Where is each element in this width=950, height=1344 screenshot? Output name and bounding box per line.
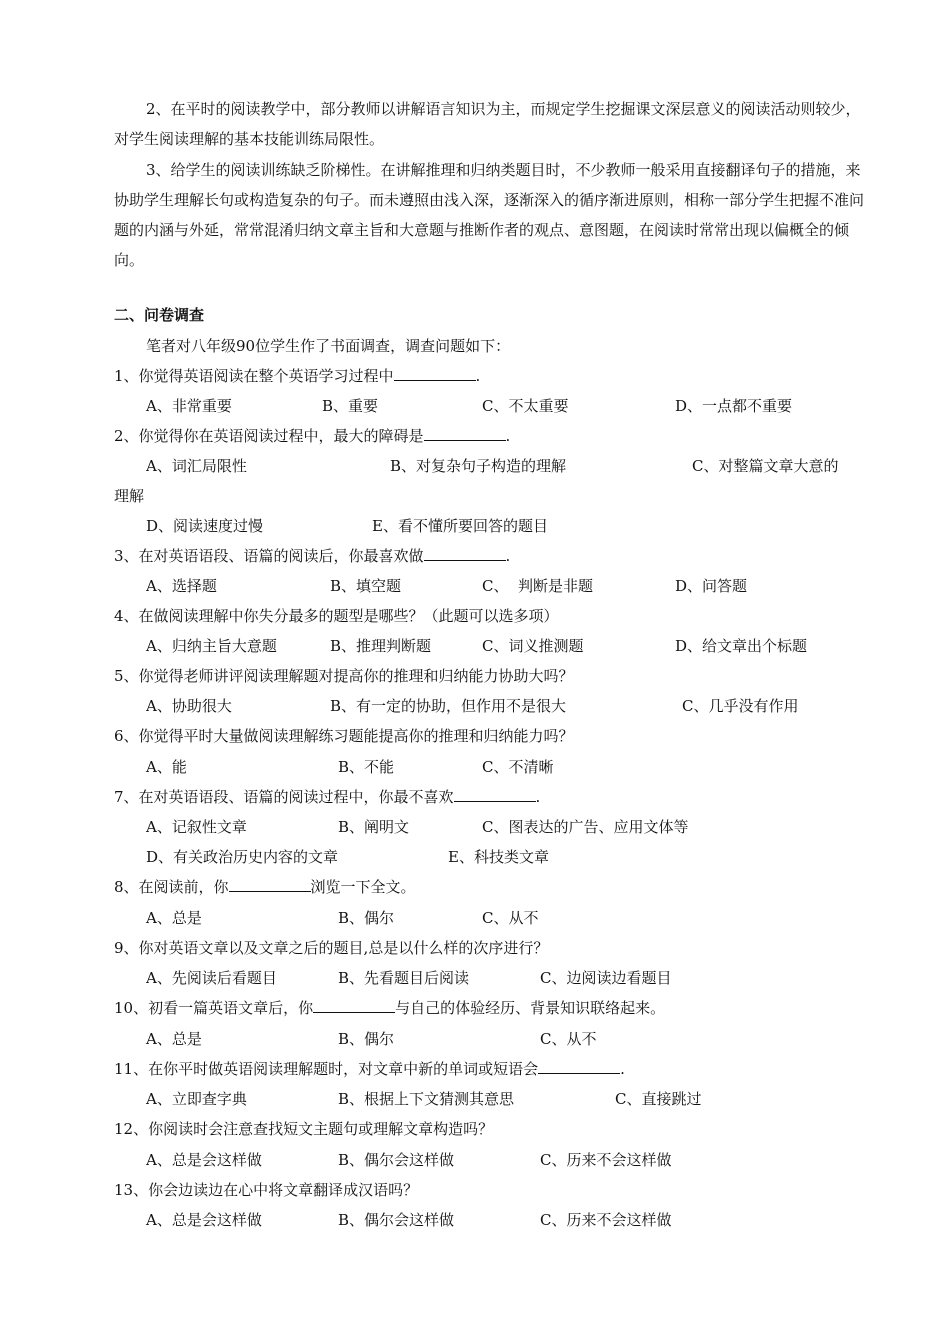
q9-option-c: C、边阅读边看题目 xyxy=(540,969,672,987)
q3-option-d: D、问答题 xyxy=(675,577,748,595)
q8-option-b: B、偶尔 xyxy=(338,909,395,927)
q12-option-b: B、偶尔会这样做 xyxy=(338,1151,455,1169)
q8-option-a: A、总是 xyxy=(146,909,202,927)
q3-option-c: C、 判断是非题 xyxy=(482,577,594,595)
q2-option-c-cont: 理解 xyxy=(114,487,145,505)
question-2: 2、你觉得你在英语阅读过程中，最大的障碍是 . xyxy=(114,427,511,445)
q3-option-b: B、填空题 xyxy=(330,577,402,595)
question-5: 5、你觉得老师讲评阅读理解题对提高你的推理和归纳能力协助大吗？ xyxy=(114,667,574,685)
q5-option-a: A、协助很大 xyxy=(146,697,232,715)
q4-option-b: B、推理判断题 xyxy=(330,637,432,655)
q5-option-c: C、几乎没有作用 xyxy=(682,697,799,715)
q7-option-c: C、图表达的广告、应用文体等 xyxy=(482,818,689,836)
q1-option-a: A、非常重要 xyxy=(146,397,232,415)
q13-option-c: C、历来不会这样做 xyxy=(540,1211,672,1229)
paragraph-3: 3、给学生的阅读训练缺乏阶梯性。在讲解推理和归纳类题目时，不少教师一般采用直接翻译句子的措施，来协助学生理解长句或构造复杂的句子。而未遵照由浅入深，逐渐深入的循序渐进原则，相称一部分学生把握不准问题的内涵与外延，常常混淆归纳文章主旨和大意题与推断作者的观点、意图题，在阅读时常常出现以偏概全的倾向。 xyxy=(114,161,865,269)
q1-option-d: D、一点都不重要 xyxy=(675,397,793,415)
q7-option-a: A、记叙性文章 xyxy=(146,818,247,836)
question-10: 10、初看一篇英语文章后，你 与自己的体验经历、背景知识联络起来。 xyxy=(114,999,666,1017)
question-11: 11、在你平时做英语阅读理解题时，对文章中新的单词或短语会 . xyxy=(114,1060,625,1078)
answer-blank xyxy=(229,876,311,892)
question-6: 6、你觉得平时大量做阅读理解练习题能提高你的推理和归纳能力吗？ xyxy=(114,727,574,745)
q11-option-b: B、根据上下文猜测其意思 xyxy=(338,1090,515,1108)
q6-option-b: B、不能 xyxy=(338,758,395,776)
q2-option-e: E、看不懂所要回答的题目 xyxy=(372,517,548,535)
question-7: 7、在对英语语段、语篇的阅读过程中，你最不喜欢 . xyxy=(114,788,541,806)
question-4: 4、在做阅读理解中你失分最多的题型是哪些？（此题可以选多项） xyxy=(114,607,559,625)
q1-option-b: B、重要 xyxy=(322,397,379,415)
q10-option-a: A、总是 xyxy=(146,1030,202,1048)
q12-option-a: A、总是会这样做 xyxy=(146,1151,262,1169)
section-heading: 二、问卷调查 xyxy=(114,306,205,324)
q11-option-a: A、立即查字典 xyxy=(146,1090,247,1108)
answer-blank xyxy=(424,545,506,561)
q6-option-c: C、不清晰 xyxy=(482,758,554,776)
question-3: 3、在对英语语段、语篇的阅读后，你最喜欢做 . xyxy=(114,547,511,565)
q2-option-a: A、词汇局限性 xyxy=(146,457,247,475)
q4-option-d: D、给文章出个标题 xyxy=(675,637,808,655)
answer-blank xyxy=(424,425,506,441)
q9-option-b: B、先看题目后阅读 xyxy=(338,969,470,987)
q10-option-b: B、偶尔 xyxy=(338,1030,395,1048)
q7-option-e: E、科技类文章 xyxy=(448,848,549,866)
q9-option-a: A、先阅读后看题目 xyxy=(146,969,277,987)
q4-option-a: A、归纳主旨大意题 xyxy=(146,637,277,655)
q7-option-b: B、阐明文 xyxy=(338,818,410,836)
question-9: 9、你对英语文章以及文章之后的题目,总是以什么样的次序进行？ xyxy=(114,939,549,957)
q2-option-c: C、对整篇文章大意的 xyxy=(692,457,839,475)
q8-option-c: C、从不 xyxy=(482,909,539,927)
question-12: 12、你阅读时会注意查找短文主题句或理解文章构造吗？ xyxy=(114,1120,494,1138)
q2-option-d: D、阅读速度过慢 xyxy=(146,517,264,535)
paragraph-2: 2、在平时的阅读教学中，部分教师以讲解语言知识为主，而规定学生挖掘课文深层意义的阅读活动则较少，对学生阅读理解的基本技能训练局限性。 xyxy=(114,100,861,148)
question-13: 13、你会边读边在心中将文章翻译成汉语吗？ xyxy=(114,1181,419,1199)
q12-option-c: C、历来不会这样做 xyxy=(540,1151,672,1169)
answer-blank xyxy=(538,1058,620,1074)
answer-blank xyxy=(313,997,395,1013)
q2-option-b: B、对复杂句子构造的理解 xyxy=(390,457,567,475)
answer-blank xyxy=(454,786,536,802)
q6-option-a: A、能 xyxy=(146,758,187,776)
q10-option-c: C、从不 xyxy=(540,1030,597,1048)
q5-option-b: B、有一定的协助，但作用不是很大 xyxy=(330,697,567,715)
question-1: 1、你觉得英语阅读在整个英语学习过程中 . xyxy=(114,367,481,385)
q11-option-c: C、直接跳过 xyxy=(615,1090,702,1108)
q4-option-c: C、词义推测题 xyxy=(482,637,584,655)
question-8: 8、在阅读前，你 浏览一下全文。 xyxy=(114,878,416,896)
q1-option-c: C、不太重要 xyxy=(482,397,569,415)
intro-text: 笔者对八年级90位学生作了书面调查，调查问题如下： xyxy=(146,337,511,355)
q13-option-a: A、总是会这样做 xyxy=(146,1211,262,1229)
q13-option-b: B、偶尔会这样做 xyxy=(338,1211,455,1229)
q3-option-a: A、选择题 xyxy=(146,577,217,595)
q7-option-d: D、有关政治历史内容的文章 xyxy=(146,848,339,866)
answer-blank xyxy=(394,365,476,381)
